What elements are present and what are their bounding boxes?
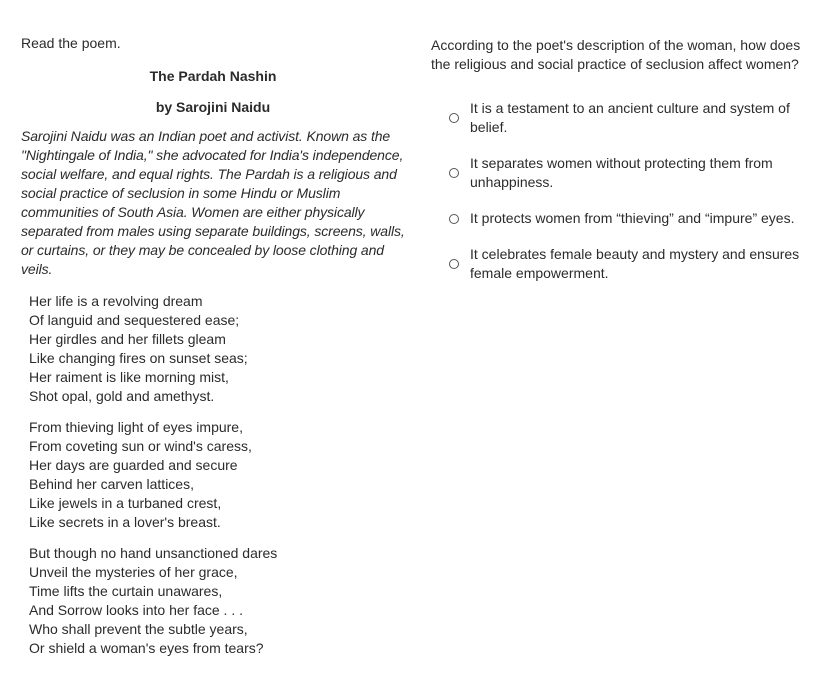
poem-line: But though no hand unsanctioned dares: [29, 545, 278, 561]
poem-line: Her raiment is like morning mist,: [29, 369, 229, 385]
stanza-2: [29, 418, 411, 532]
poem-line: Time lifts the curtain unawares,: [29, 583, 223, 599]
poem-line: From coveting sun or wind's caress,: [29, 438, 252, 454]
answer-option-label[interactable]: It celebrates female beauty and mystery and ensures female empowerment.: [470, 246, 800, 281]
poem-line: Her life is a revolving dream: [29, 293, 203, 309]
poem-line: Like secrets in a lover's breast.: [29, 514, 221, 530]
answer-option[interactable]: [431, 99, 821, 137]
poem-line: Her days are guarded and secure: [29, 457, 238, 473]
poem-title: The Pardah Nashin: [149, 68, 277, 84]
poem-line: And Sorrow looks into her face . . .: [29, 602, 243, 618]
poem-line: Of languid and sequestered ease;: [29, 312, 240, 328]
poem-line: Like jewels in a turbaned crest,: [29, 495, 222, 511]
passage-panel: [21, 34, 411, 658]
poem-intro: Sarojini Naidu was an Indian poet and activist. Known as the "Nightingale of India," she advocated for India's independence, social welfare, and equal rights. The Pardah is a religious and social practice of seclusion in some Hindu or Muslim communities of South Asia. Women are either physically separated from males using separate buildings, screens, walls, or curtains, or they may be concealed by loose clothing and veils.: [21, 128, 405, 277]
poem-line: Behind her carven lattices,: [29, 476, 194, 492]
stanza-3: [29, 544, 411, 658]
poem-line: Who shall prevent the subtle years,: [29, 621, 248, 637]
question-panel: [431, 36, 821, 300]
answer-option[interactable]: [431, 209, 821, 228]
instruction-text: Read the poem.: [21, 35, 121, 51]
answer-option-label[interactable]: It protects women from “thieving” and “impure” eyes.: [470, 210, 795, 226]
radio-button[interactable]: [449, 168, 459, 178]
answer-option[interactable]: [431, 245, 821, 283]
stanza-1: [29, 292, 411, 406]
answer-option-label[interactable]: It separates women without protecting them from unhappiness.: [470, 155, 773, 190]
radio-button[interactable]: [449, 113, 459, 123]
poem-line: Unveil the mysteries of her grace,: [29, 564, 238, 580]
poem-line: Or shield a woman's eyes from tears?: [29, 640, 264, 656]
answer-options: [431, 99, 821, 283]
answer-option-label[interactable]: It is a testament to an ancient culture and system of belief.: [470, 100, 790, 135]
poem-line: Shot opal, gold and amethyst.: [29, 388, 215, 404]
poem-author: by Sarojini Naidu: [155, 99, 271, 115]
poem-line: Like changing fires on sunset seas;: [29, 350, 248, 366]
radio-button[interactable]: [449, 259, 459, 269]
radio-button[interactable]: [449, 214, 459, 224]
answer-option[interactable]: [431, 154, 821, 192]
poem-line: From thieving light of eyes impure,: [29, 419, 243, 435]
question-prompt: According to the poet's description of the woman, how does the religious and social practice of seclusion affect women?: [431, 37, 801, 72]
poem-line: Her girdles and her fillets gleam: [29, 331, 226, 347]
